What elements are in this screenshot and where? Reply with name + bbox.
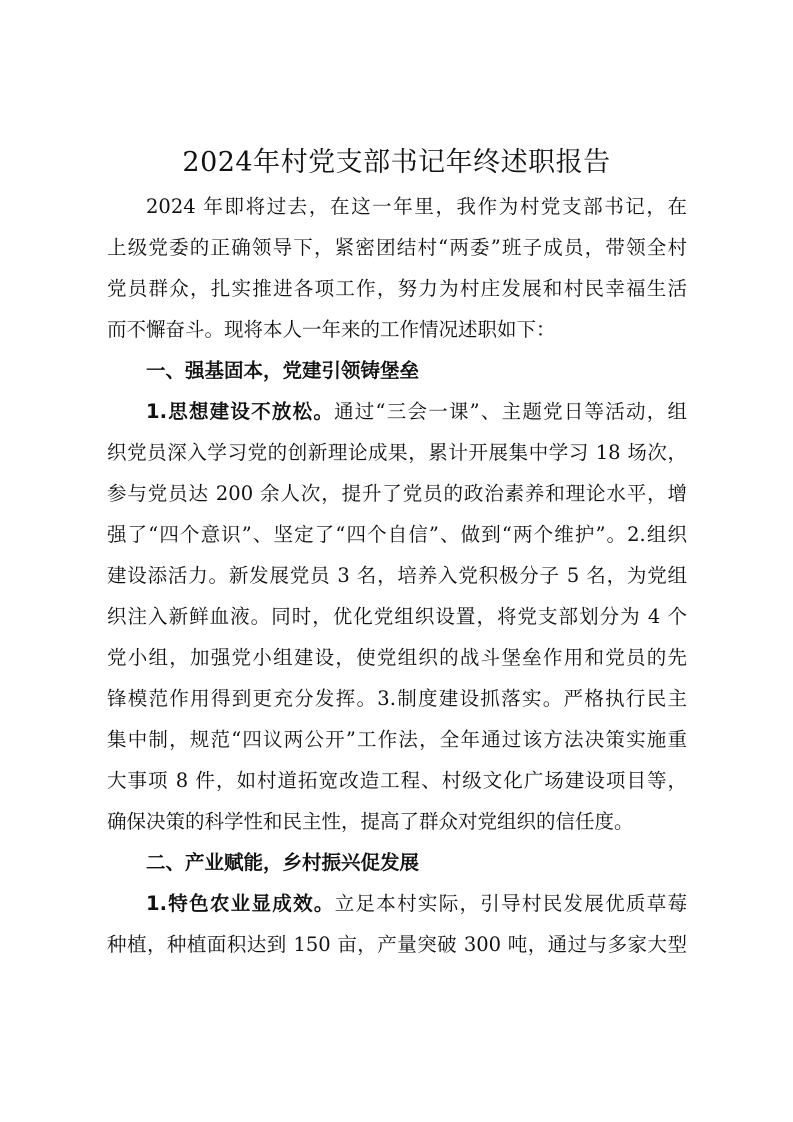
section1-line-5: 建设添活力。新发展党员 3 名，培养入党积极分子 5 名，为党组	[107, 564, 687, 587]
section1-line-1	[146, 399, 687, 425]
section1-line-8: 锋模范作用得到更充分发挥。3.制度建设抓落实。严格执行民主	[107, 687, 687, 710]
intro-line-2: 上级党委的正确领导下，紧密团结村“两委”班子成员，带领全村	[107, 236, 687, 259]
intro-line-4: 而不懈奋斗。现将本人一年来的工作情况述职如下：	[107, 318, 556, 341]
section2-line-1-rest: 立足本村实际，引导村民发展优质草莓	[334, 892, 687, 915]
section1-line-4: 强了“四个意识”、坚定了“四个自信”、做到“两个维护”。2.组织	[107, 523, 687, 546]
document-title: 2024年村党支部书记年终述职报告	[182, 147, 611, 178]
section2-line-1	[146, 891, 687, 917]
section2-heading: 二、产业赋能，乡村振兴促发展	[146, 851, 420, 874]
section2-line-2: 种植，种植面积达到 150 亩，产量突破 300 吨，通过与多家大型	[107, 933, 687, 956]
section1-line-11: 确保决策的科学性和民主性，提高了群众对党组织的信任度。	[107, 810, 634, 833]
section1-sub1-title: 1.思想建设不放松。	[146, 400, 335, 423]
section1-line-6: 织注入新鲜血液。同时，优化党组织设置，将党支部划分为 4 个	[107, 605, 687, 628]
section1-line-2: 织党员深入学习党的创新理论成果，累计开展集中学习 18 场次，	[107, 441, 687, 464]
intro-line-1: 2024 年即将过去，在这一年里，我作为村党支部书记，在	[146, 195, 687, 218]
section1-line-1-rest: 通过“三会一课”、主题党日等活动，组	[334, 400, 687, 423]
section2-sub1-title: 1.特色农业显成效。	[146, 892, 335, 915]
section1-line-7: 党小组，加强党小组建设，使党组织的战斗堡垒作用和党员的先	[107, 646, 687, 669]
section1-line-10: 大事项 8 件，如村道拓宽改造工程、村级文化广场建设项目等，	[107, 769, 687, 792]
section1-line-9: 集中制，规范“四议两公开”工作法，全年通过该方法决策实施重	[107, 728, 687, 751]
section1-heading: 一、强基固本，党建引领铸堡垒	[146, 359, 420, 382]
intro-line-3: 党员群众，扎实推进各项工作，努力为村庄发展和村民幸福生活	[107, 277, 687, 300]
section1-line-3: 参与党员达 200 余人次，提升了党员的政治素养和理论水平，增	[107, 482, 687, 505]
